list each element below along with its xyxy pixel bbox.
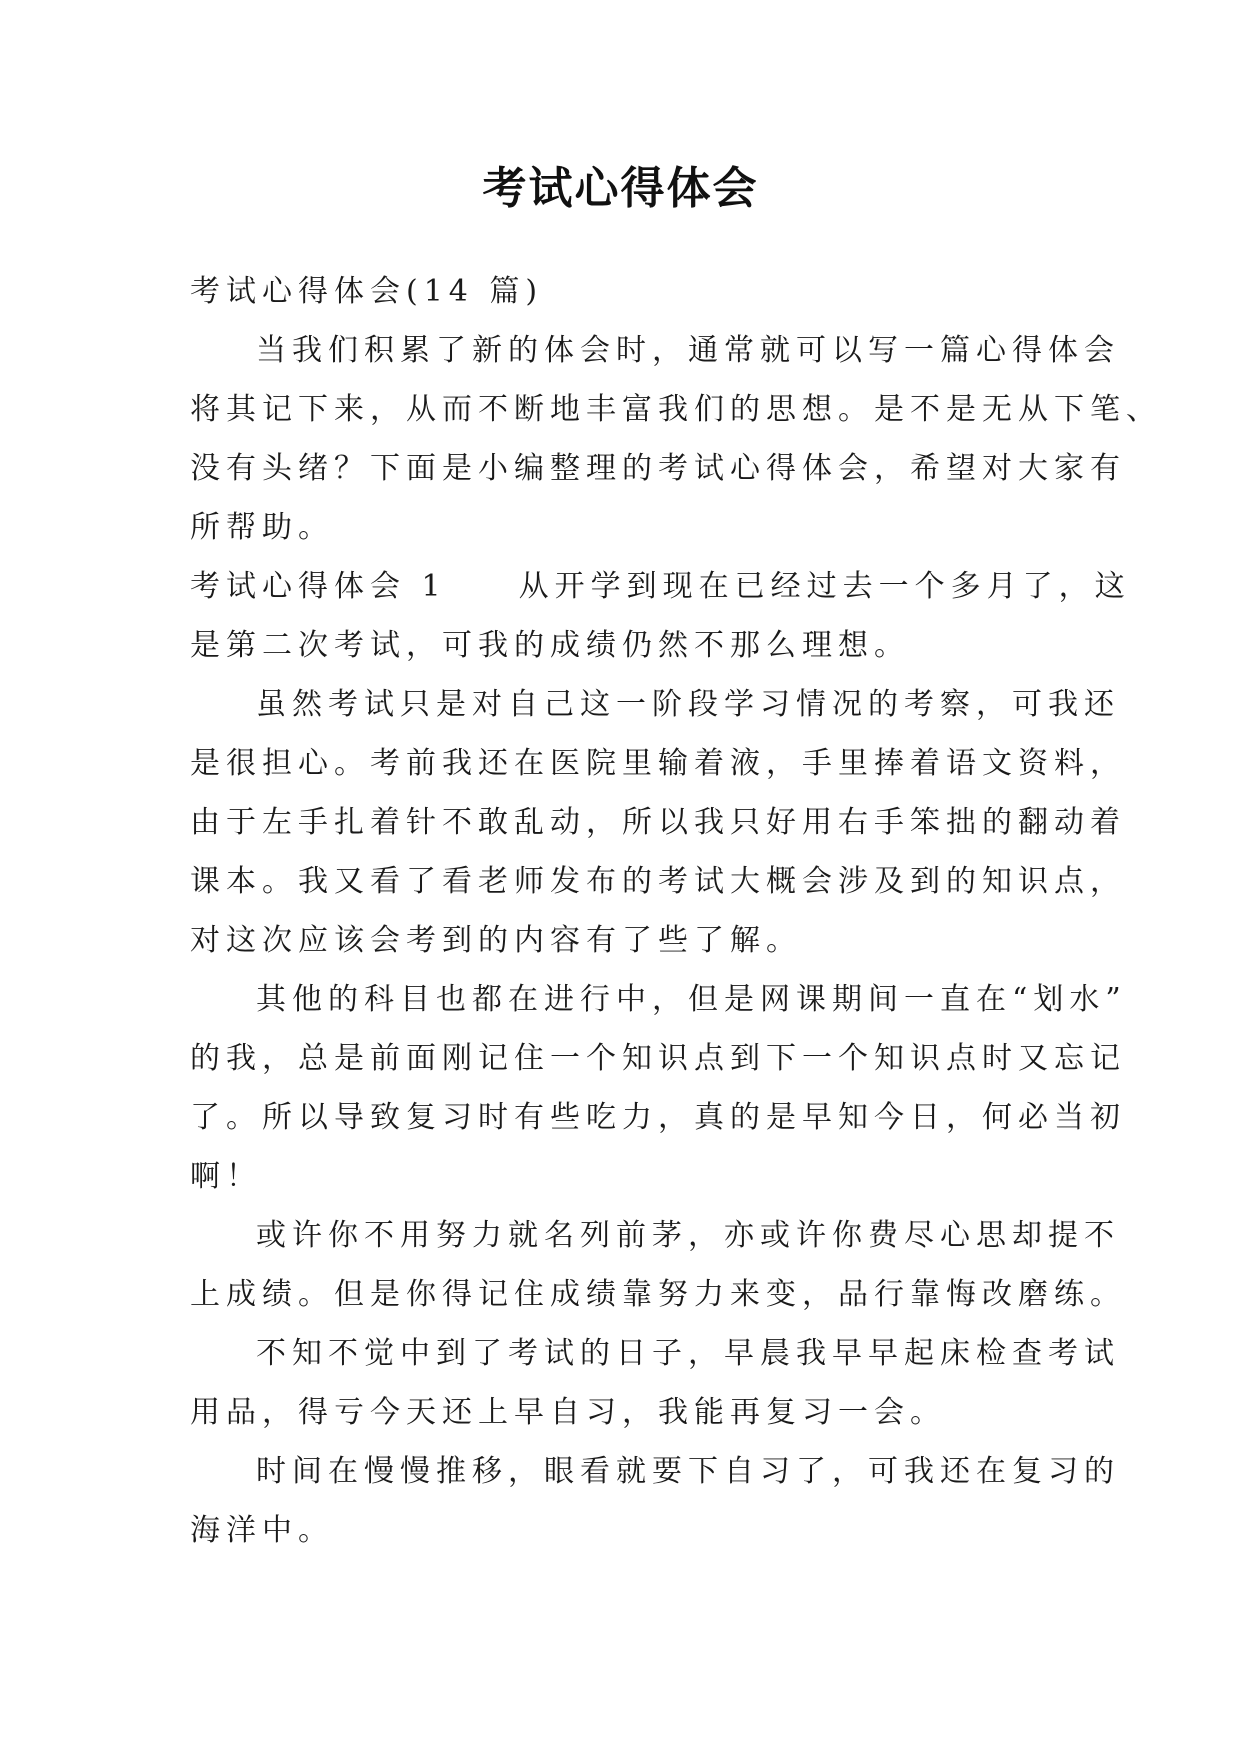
- paragraph-2: [190, 675, 1126, 970]
- paragraph-line: 用品，得亏今天还上早自习，我能再复习一会。: [190, 1395, 946, 1430]
- paragraph-line: 对这次应该会考到的内容有了些了解。: [190, 923, 802, 958]
- paragraph-line: 时间在慢慢推移，眼看就要下自习了，可我还在复习的: [256, 1454, 1120, 1489]
- section-1-first-line: [190, 557, 1131, 616]
- intro-paragraph: [190, 321, 1162, 557]
- subtitle-line: 考试心得体会(14 篇): [190, 274, 544, 309]
- paragraph-line: 了。所以导致复习时有些吃力，真的是早知今日，何必当初: [190, 1100, 1126, 1135]
- paragraph-line: 上成绩。但是你得记住成绩靠努力来变，品行靠悔改磨练。: [190, 1277, 1126, 1312]
- paragraph-5: [190, 1324, 1120, 1442]
- paragraph-line: 当我们积累了新的体会时，通常就可以写一篇心得体会: [256, 333, 1120, 368]
- section-heading: 考试心得体会 1: [190, 569, 447, 604]
- section-1-paragraph: [190, 557, 1131, 675]
- paragraph-line: 课本。我又看了看老师发布的考试大概会涉及到的知识点，: [190, 864, 1126, 899]
- paragraph-line: 或许你不用努力就名列前茅，亦或许你费尽心思却提不: [256, 1218, 1120, 1253]
- paragraph-line: 虽然考试只是对自己这一阶段学习情况的考察，可我还: [256, 687, 1120, 722]
- paragraph-4: [190, 1206, 1126, 1324]
- paragraph-line: 的我，总是前面刚记住一个知识点到下一个知识点时又忘记: [190, 1041, 1126, 1076]
- paragraph-line: 是很担心。考前我还在医院里输着液，手里捧着语文资料，: [190, 746, 1126, 781]
- paragraph-line: 由于左手扎着针不敢乱动，所以我只好用右手笨拙的翻动着: [190, 805, 1126, 840]
- paragraph-line: 海洋中。: [190, 1513, 334, 1548]
- paragraph-6: [190, 1442, 1120, 1560]
- paragraph-line: 所帮助。: [190, 510, 334, 545]
- document-title: 考试心得体会: [482, 163, 759, 214]
- paragraph-line: 没有头绪？下面是小编整理的考试心得体会，希望对大家有: [190, 451, 1126, 486]
- paragraph-3: [190, 970, 1127, 1206]
- paragraph-line: 其他的科目也都在进行中，但是网课期间一直在“划水”: [256, 982, 1127, 1017]
- section-1-text: 从开学到现在已经过去一个多月了，这: [446, 569, 1131, 604]
- document-body: [190, 262, 1162, 1560]
- document-subtitle: [190, 262, 1060, 321]
- paragraph-line: 是第二次考试，可我的成绩仍然不那么理想。: [190, 628, 910, 663]
- paragraph-line: 不知不觉中到了考试的日子，早晨我早早起床检查考试: [256, 1336, 1120, 1371]
- paragraph-line: 啊！: [190, 1159, 262, 1194]
- paragraph-line: 将其记下来，从而不断地丰富我们的思想。是不是无从下笔、: [190, 392, 1162, 427]
